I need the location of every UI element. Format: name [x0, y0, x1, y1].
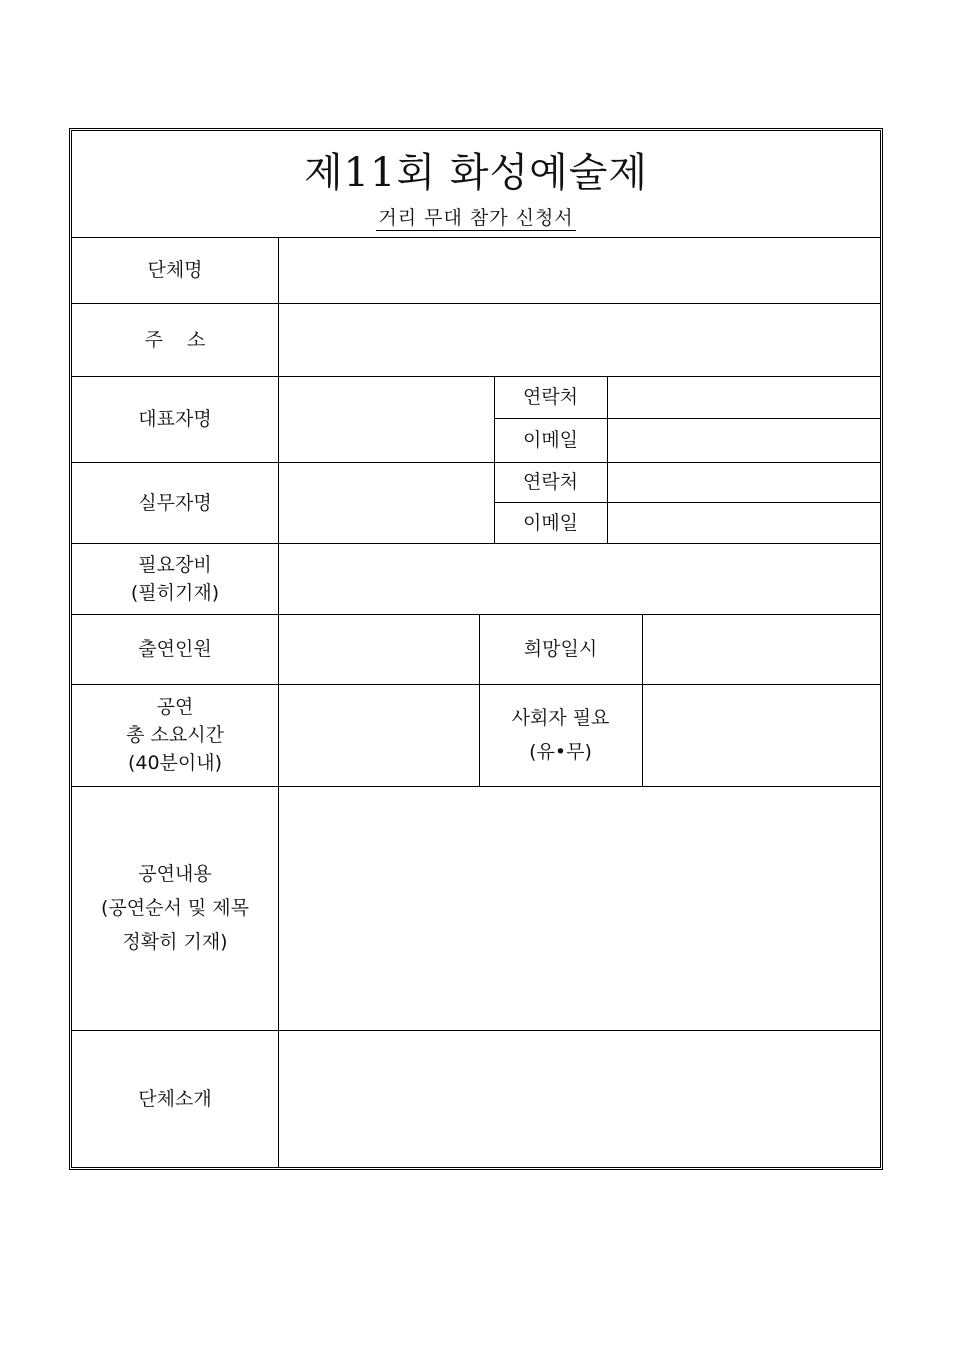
label-rep-contact: 연락처 [522, 386, 579, 408]
label-group-name: 단체명 [147, 259, 203, 281]
label-staff: 실무자명 [138, 491, 212, 514]
application-form [69, 128, 883, 1170]
staff-contact-field[interactable] [608, 463, 880, 502]
staff-field[interactable] [279, 463, 494, 543]
form-subtitle: 거리 무대 참가 신청서 [378, 207, 574, 229]
performers-field[interactable] [279, 615, 479, 684]
group-name-field[interactable] [279, 238, 880, 303]
form-title: 제11회 화성예술제 [303, 150, 649, 196]
preferred-datetime-field[interactable] [643, 615, 880, 684]
representative-field[interactable] [279, 377, 494, 462]
staff-email-field[interactable] [608, 503, 880, 543]
mc-needed-field[interactable] [643, 685, 880, 786]
label-performers: 출연인원 [138, 638, 212, 660]
label-rep-email: 이메일 [522, 429, 579, 451]
label-address: 주 소 [144, 328, 206, 351]
label-group-intro: 단체소개 [138, 1087, 212, 1110]
label-mc-needed: 사회자 필요 (유•무) [511, 707, 610, 763]
label-representative: 대표자명 [138, 408, 212, 430]
label-preferred-datetime: 희망일시 [523, 638, 598, 660]
rep-email-field[interactable] [608, 419, 880, 462]
equipment-field[interactable] [279, 544, 880, 614]
performance-content-field[interactable] [279, 787, 880, 1030]
rep-contact-field[interactable] [608, 377, 880, 418]
label-performance-content: 공연내용 (공연순서 및 제목 정확히 기재) [101, 863, 249, 953]
duration-field[interactable] [279, 685, 479, 786]
label-duration: 공연 총 소요시간 (40분이내) [126, 696, 224, 774]
label-equipment: 필요장비 (필히기재) [130, 553, 220, 604]
label-staff-contact: 연락처 [522, 471, 579, 493]
group-intro-field[interactable] [279, 1031, 880, 1167]
address-field[interactable] [279, 304, 880, 376]
label-staff-email: 이메일 [522, 511, 579, 534]
